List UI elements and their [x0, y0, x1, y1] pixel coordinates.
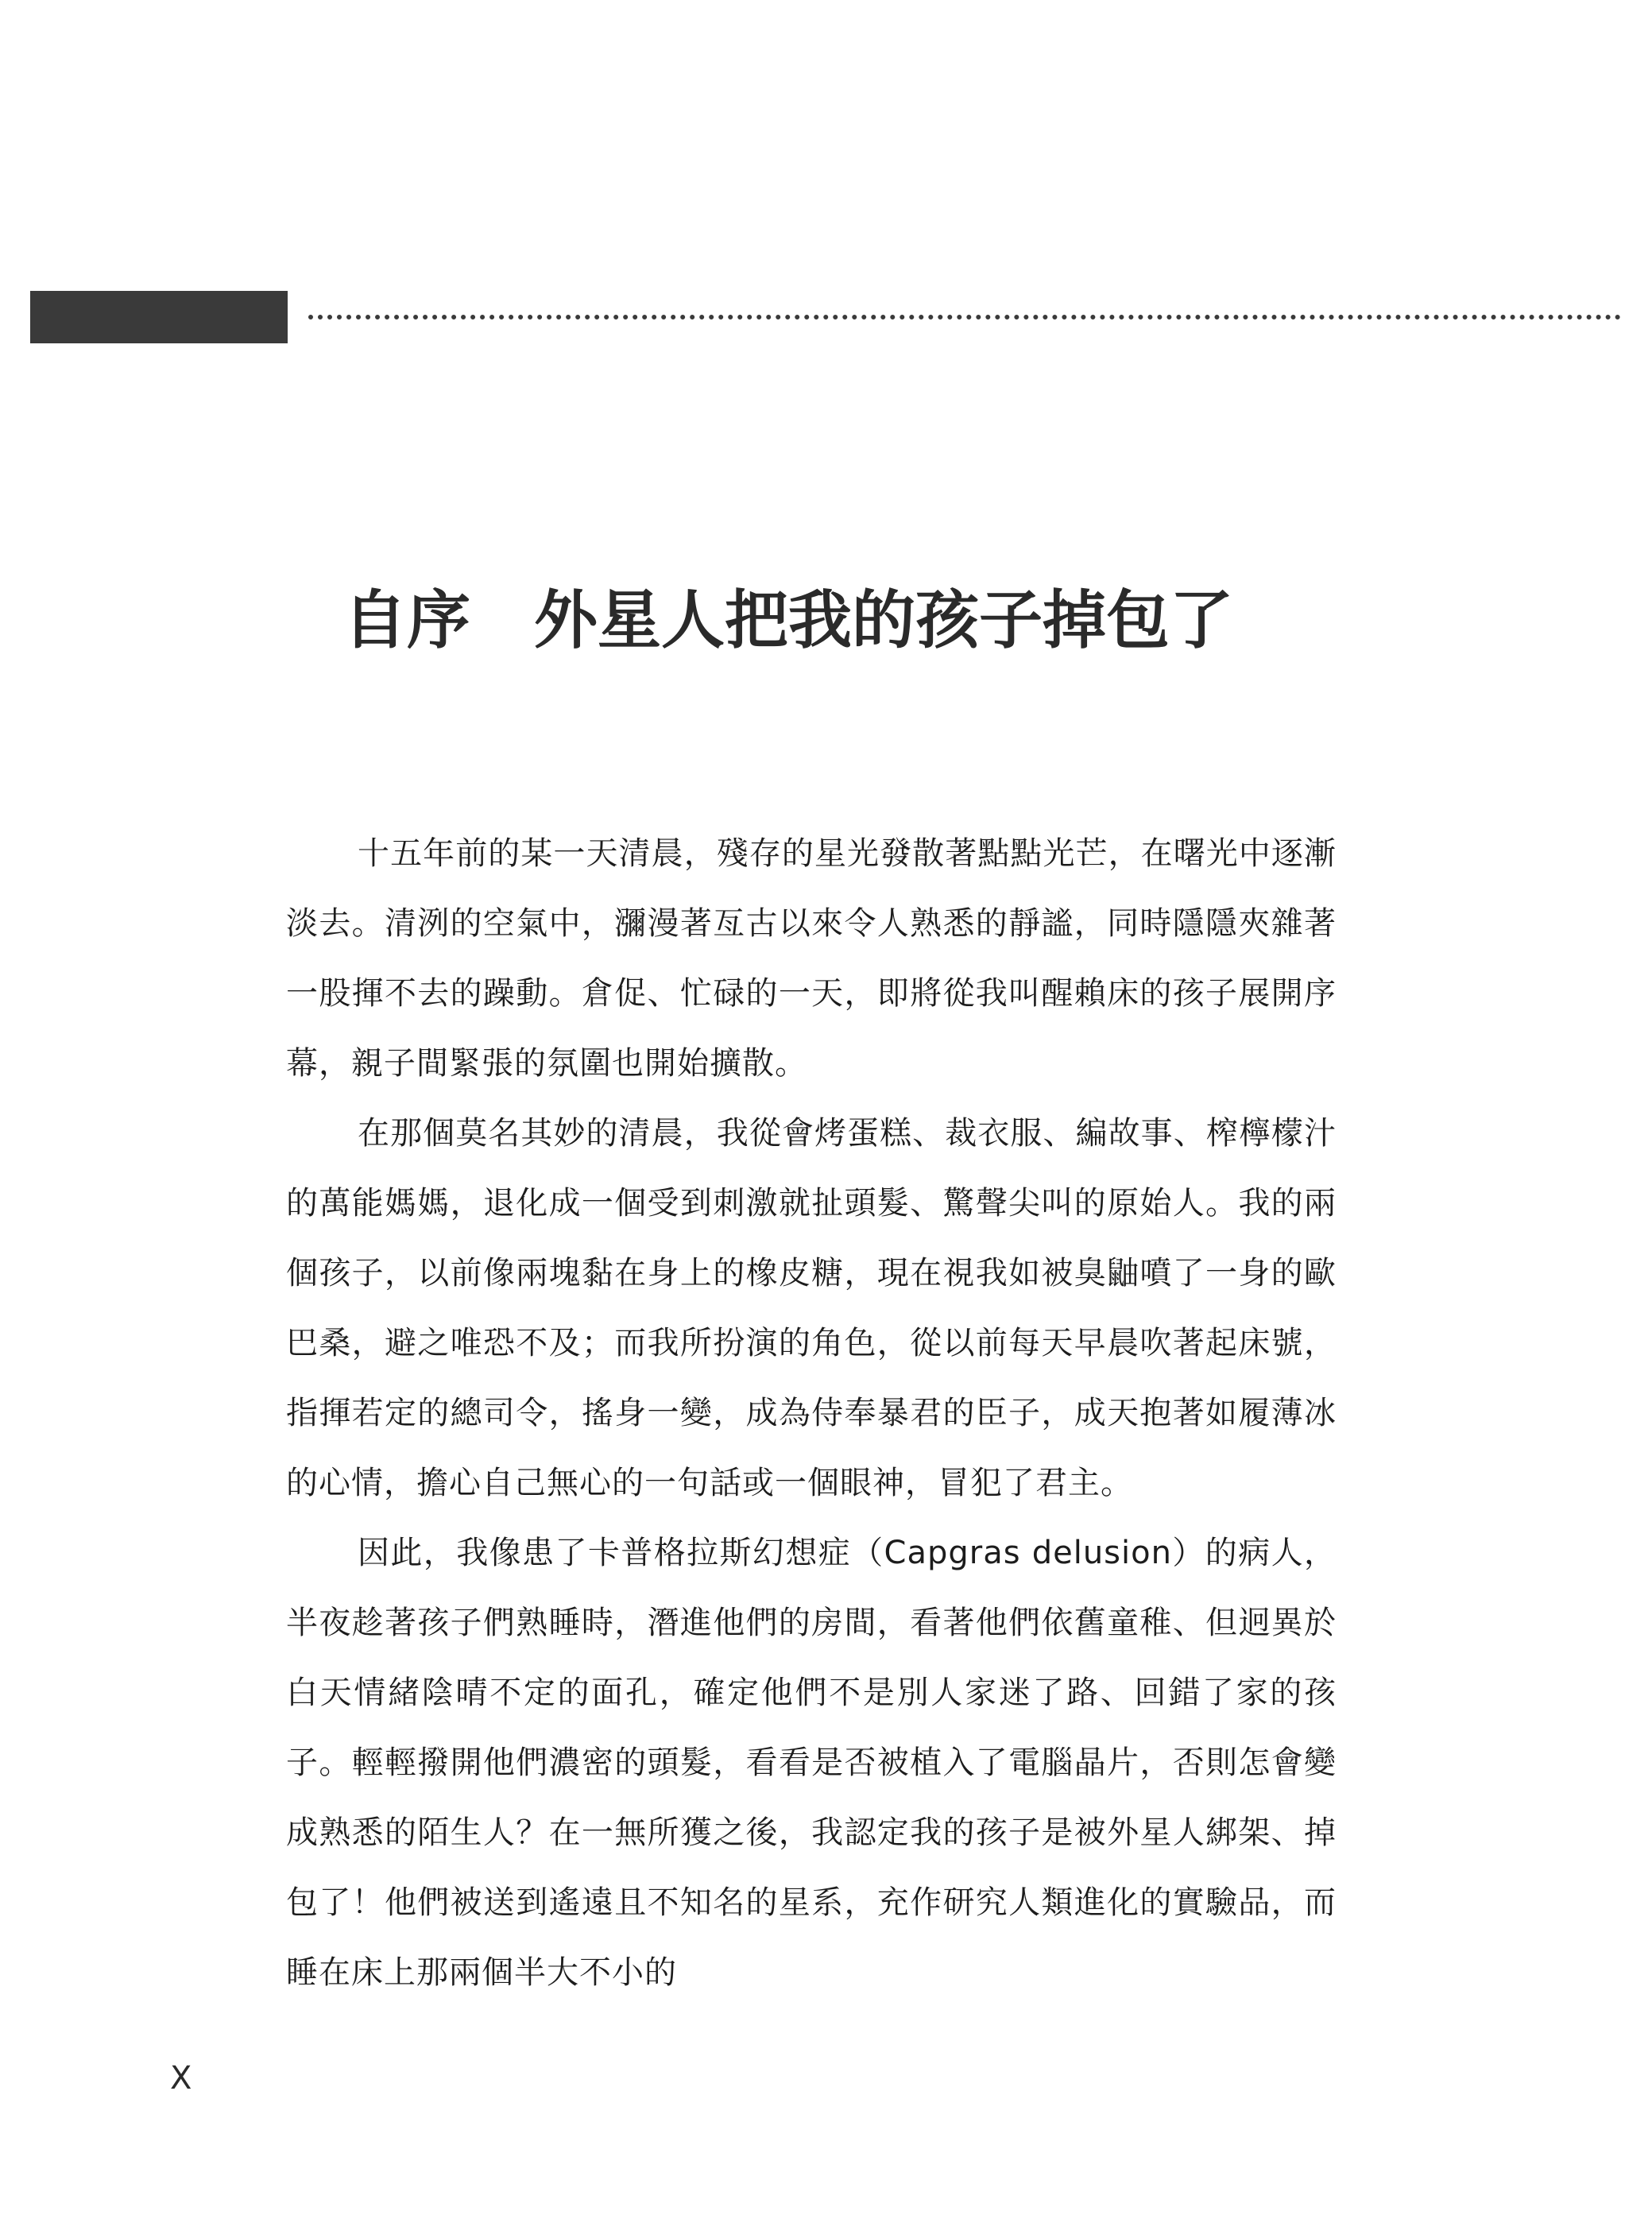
chapter-header-bar: [30, 291, 288, 343]
chapter-title-label: 自序: [343, 583, 470, 657]
chapter-header-dotted-rule: [308, 315, 1621, 319]
paragraph-2: 在那個莫名其妙的清晨，我從會烤蛋糕、裁衣服、編故事、榨檸檬汁的萬能媽媽，退化成一個受到刺激就扯頭髮、驚聲尖叫的原始人。我的兩個孩子，以前像兩塊黏在身上的橡皮糖，現在視我如被臭鼬噴了一身的歐巴桑，避之唯恐不及；而我所扮演的角色，從以前每天早晨吹著起床號，指揮若定的總司令，搖身一變，成為侍奉暴君的臣子，成天抱著如履薄冰的心情，擔心自己無心的一句話或一個眼神，冒犯了君主。: [286, 1115, 1337, 1501]
chapter-title: [343, 580, 1233, 660]
body-text: [286, 819, 1337, 2008]
paragraph-1: 十五年前的某一天清晨，殘存的星光發散著點點光芒，在曙光中逐漸淡去。清洌的空氣中，瀰漫著亙古以來令人熟悉的靜謐，同時隱隱夾雜著一股揮不去的躁動。倉促、忙碌的一天，即將從我叫醒賴床的孩子展開序幕，親子間緊張的氛圍也開始擴散。: [286, 835, 1337, 1082]
chapter-title-text: 外星人把我的孩子掉包了: [534, 583, 1233, 657]
paragraph-3: 因此，我像患了卡普格拉斯幻想症（Capgras delusion）的病人，半夜趁著孩子們熟睡時，潛進他們的房間，看著他們依舊童稚、但迥異於白天情緒陰晴不定的面孔，確定他們不是別人家迷了路、回錯了家的孩子。輕輕撥開他們濃密的頭髮，看看是否被植入了電腦晶片，否則怎會變成熟悉的陌生人？在一無所獲之後，我認定我的孩子是被外星人綁架、掉包了！他們被送到遙遠且不知名的星系，充作研究人類進化的實驗品，而睡在床上那兩個半大不小的: [286, 1535, 1337, 1991]
page-number: X: [170, 2060, 192, 2097]
